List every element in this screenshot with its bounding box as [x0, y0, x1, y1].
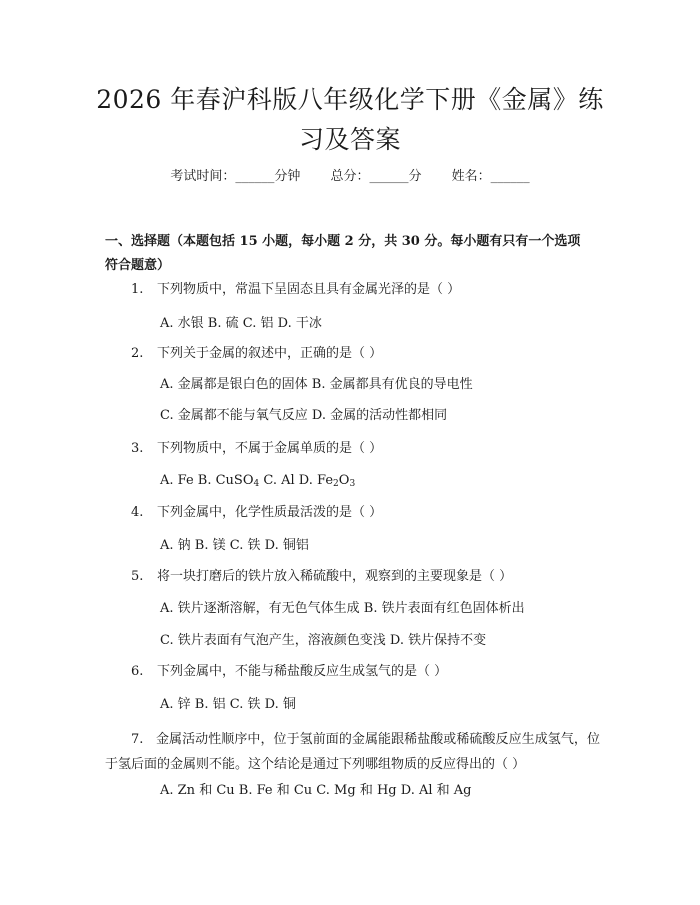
question-7 [105, 727, 600, 777]
question-6-options: A. 锌 B. 铝 C. 铁 D. 铜 [160, 697, 296, 712]
question-number: 5. [131, 569, 144, 584]
question-7-options: A. Zn 和 Cu B. Fe 和 Cu C. Mg 和 Hg D. Al 和 Ag [160, 783, 472, 798]
question-text: 下列关于金属的叙述中，正确的是（ ） [157, 346, 383, 361]
question-2-options-line-1: A. 金属都是银白色的固体 B. 金属都具有优良的导电性 [160, 377, 473, 392]
section-heading [105, 230, 605, 278]
question-number: 3. [131, 441, 144, 456]
question-text: 下列物质中，不属于金属单质的是（ ） [157, 441, 383, 456]
section-heading-line-1: 一、选择题（本题包括 15 小题，每小题 2 分，共 30 分。每小题有只有一个选项 [105, 234, 581, 249]
question-5-options-line-2: C. 铁片表面有气泡产生，溶液颜色变浅 D. 铁片保持不变 [160, 633, 487, 648]
section-heading-line-2: 符合题意） [105, 258, 171, 273]
student-name-field: 姓名：______ [451, 169, 530, 184]
question-3-options: A. Fe B. CuSO$_4$ C. Al D. $Fe_2O_3$ [160, 473, 356, 489]
question-number: 1. [131, 282, 144, 297]
document-title [90, 80, 610, 160]
question-2 [131, 343, 382, 365]
question-text: 将一块打磨后的铁片放入稀硫酸中，观察到的主要现象是（ ） [157, 569, 513, 584]
question-number: 7. [131, 732, 144, 747]
question-text: 下列物质中，常温下呈固态且具有金属光泽的是（ ） [157, 282, 461, 297]
question-5-options-line-1: A. 铁片逐渐溶解，有无色气体生成 B. 铁片表面有红色固体析出 [160, 601, 525, 616]
question-2-options-line-2: C. 金属都不能与氧气反应 D. 金属的活动性都相同 [160, 408, 448, 423]
title-line-2: 习及答案 [298, 125, 401, 154]
question-4-options: A. 钠 B. 镁 C. 铁 D. 铜铝 [160, 538, 309, 553]
question-4 [131, 502, 382, 524]
question-3 [131, 438, 382, 460]
question-text: 下列金属中，不能与稀盐酸反应生成氢气的是（ ） [157, 664, 448, 679]
exam-score-field: 总分：______分 [330, 169, 422, 184]
question-6 [131, 661, 447, 683]
question-text: 金属活动性顺序中，位于氢前面的金属能跟稀盐酸或稀硫酸反应生成氢气，位于氢后面的金属则不能。这个结论是通过下列哪组物质的反应得出的（ ） [105, 732, 600, 772]
question-5 [131, 566, 512, 588]
question-number: 6. [131, 664, 144, 679]
question-number: 4. [131, 505, 144, 520]
exam-time-field: 考试时间：______分钟 [170, 169, 301, 184]
question-text: 下列金属中，化学性质最活泼的是（ ） [157, 505, 383, 520]
question-number: 2. [131, 346, 144, 361]
title-line-1: 2026 年春沪科版八年级化学下册《金属》练 [96, 85, 604, 114]
exam-info-line [0, 167, 700, 187]
question-1 [131, 279, 460, 301]
question-1-options: A. 水银 B. 硫 C. 铝 D. 干冰 [160, 316, 322, 331]
